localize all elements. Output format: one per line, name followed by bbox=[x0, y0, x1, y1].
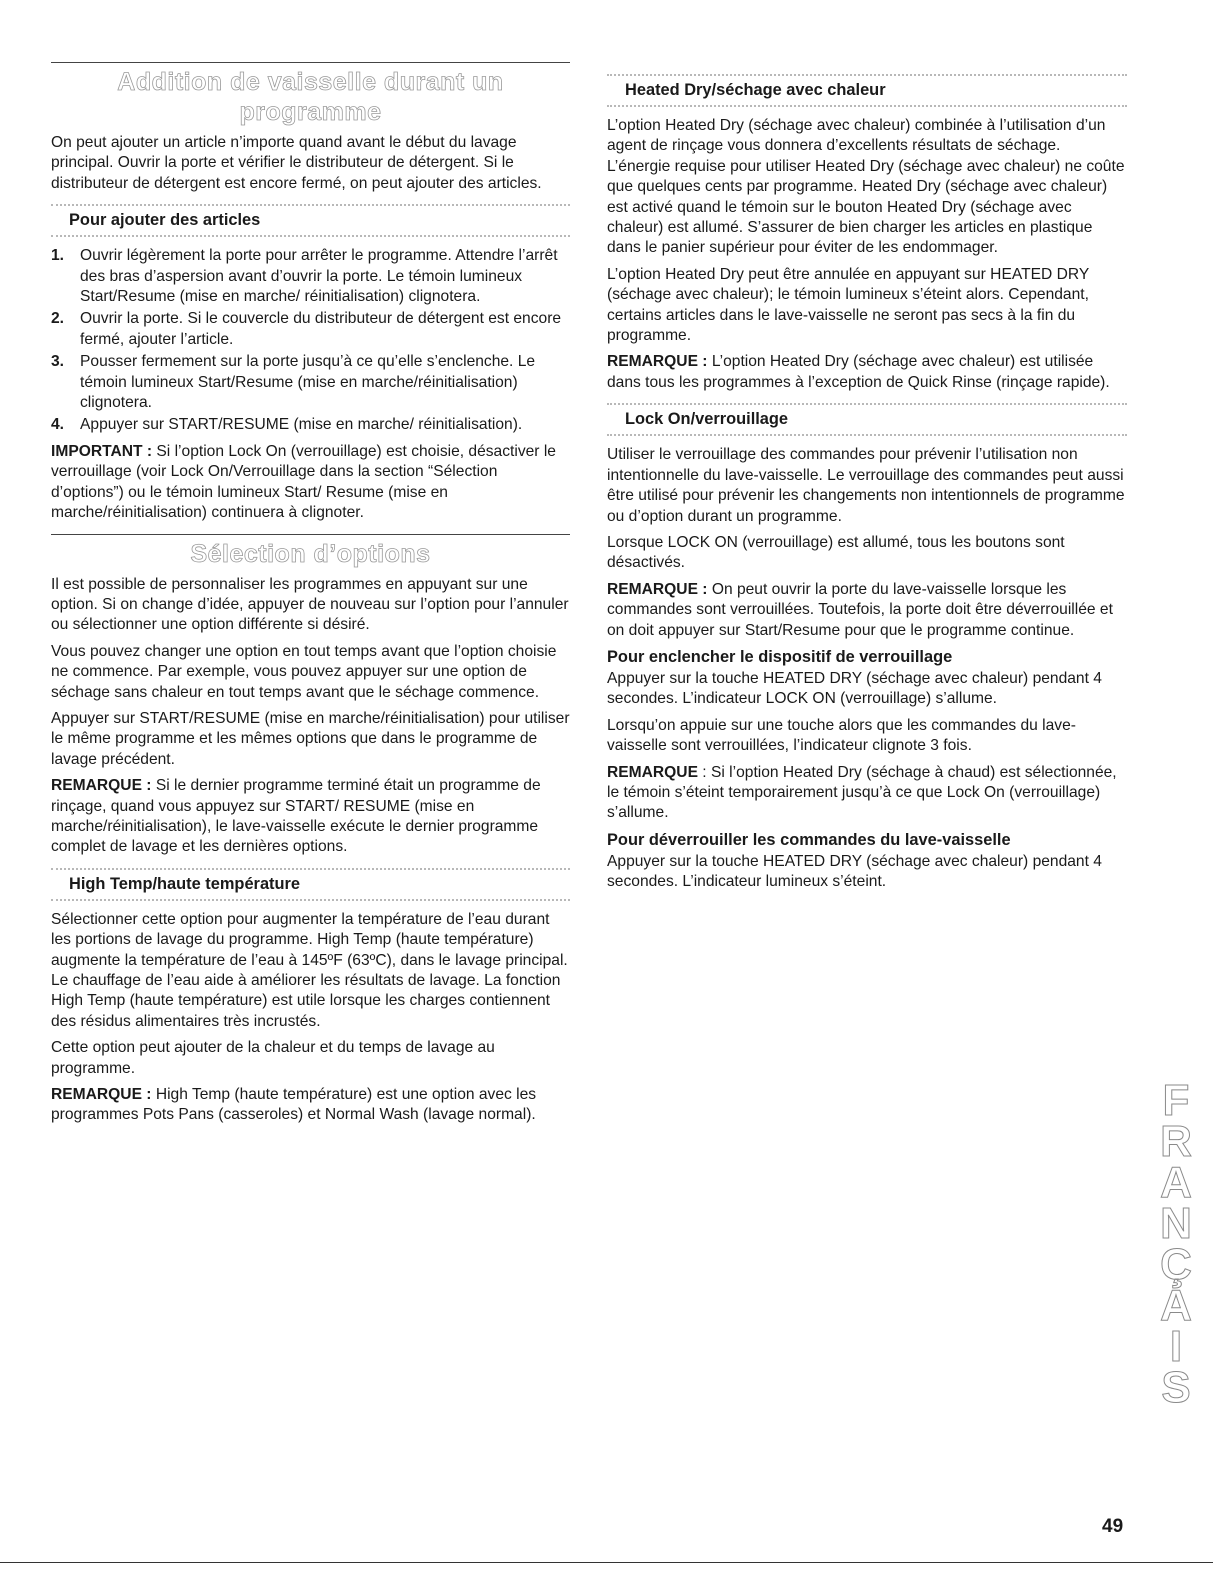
list-item: 3. Pousser fermement sur la porte jusqu’à ce qu’elle s’enclenche. Le témoin lumineux Start/Resume (mise en marche/réinitialisation) clignotera. bbox=[51, 353, 536, 412]
selection-p2: Vous pouvez changer une option en tout temps avant que l’option choisie ne commence. Par exemple, vous pouvez appuyer sur une option de séchage sans chaleur en tout temps avant que le séchage commence. bbox=[51, 642, 557, 701]
unlock-heading: Pour déverrouiller les commandes du lave-vaisselle bbox=[607, 830, 1011, 849]
list-item: 4. Appuyer sur START/RESUME (mise en marche/ réinitialisation). bbox=[51, 416, 523, 434]
important-note: IMPORTANT : Si l’option Lock On (verrouillage) est choisie, désactiver le verrouillage (voir Lock On/Verrouillage dans la section “Sélection d’options”) ou le témoin lumineux Start/ Resume (mise en marche/réinitialisation) continuera à clignoter. bbox=[51, 442, 556, 522]
right-column bbox=[607, 62, 1127, 899]
engage-p2: Lorsqu’on appuie sur une touche alors que les commandes du lave-vaisselle sont verrouillées, l’indicateur clignote 3 fois. bbox=[607, 716, 1076, 755]
lock-note2: REMARQUE : Si l’option Heated Dry (séchage à chaud) est sélectionnée, le témoin s’éteint temporairement jusqu’à ce que Lock On (verrouillage) s’allume. bbox=[607, 763, 1117, 822]
selection-note: REMARQUE : Si le dernier programme terminé était un programme de rinçage, quand vous appuyez sur START/ RESUME (mise en marche/réinitialisation), le lave-vaisselle exécute le dernier programme complet de lavage et les dernières options. bbox=[51, 777, 541, 856]
list-item: 2. Ouvrir la porte. Si le couvercle du distributeur de détergent est encore fermé, ajouter l’article. bbox=[51, 310, 562, 348]
hightemp-p2: Cette option peut ajouter de la chaleur et du temps de lavage au programme. bbox=[51, 1039, 495, 1077]
heated-note: REMARQUE : L’option Heated Dry (séchage avec chaleur) est utilisée dans tous les programmes à l’exception de Quick Rinse (rinçage rapide). bbox=[607, 353, 1110, 391]
section-rule bbox=[51, 62, 570, 63]
hightemp-note: REMARQUE : High Temp (haute température) est une option avec les programmes Pots Pans (casseroles) et Normal Wash (lavage normal). bbox=[51, 1086, 537, 1124]
heated-p1: L’option Heated Dry (séchage avec chaleur) combinée à l’utilisation d’un agent de rinçage vous donnera d’excellents résultats de séchage. L’énergie requise pour utiliser Heated Dry (séchage avec chaleur) ne coûte que quelques cents par programme. Heated Dry (séchage avec chaleur) est activé quand le témoin sur le bouton Heated Dry (séchage avec chaleur) est allumé. S’assurer de bien charger les articles en plastique dans le panier supérieur pour éviter de les endommager. bbox=[607, 117, 1125, 257]
left-column bbox=[51, 62, 570, 1132]
subhead-lock-on: Lock On/verrouillage bbox=[607, 403, 1127, 436]
section-title-selection: Sélection d’options bbox=[190, 539, 431, 568]
heated-p2: L’option Heated Dry peut être annulée en appuyant sur HEATED DRY (séchage avec chaleur); le témoin lumineux s’éteint alors. Cependant, certains articles dans le lave-vaisselle ne seront pas secs à la fin du programme. bbox=[607, 265, 1089, 345]
hightemp-p1: Sélectionner cette option pour augmenter la température de l’eau durant les portions de lavage du programme. High Temp (haute température) augmente la température de l’eau à 145ºF (63ºC), dans le lavage principal. Le chauffage de l’eau aide à améliorer les résultats de lavage. La fonction High Temp (haute température) est utile lorsque les charges contiennent des résidus alimentaires très incrustés. bbox=[51, 910, 568, 1030]
selection-p3: Appuyer sur START/RESUME (mise en marche/réinitialisation) pour utiliser le même programme et les mêmes options que dans le programme de lavage précédent. bbox=[51, 709, 570, 768]
engage-lock-heading: Pour enclencher le dispositif de verrouillage bbox=[607, 647, 953, 666]
footer-rule bbox=[0, 1562, 1213, 1563]
lock-p2: Lorsque LOCK ON (verrouillage) est allumé, tous les boutons sont désactivés. bbox=[607, 533, 1065, 572]
engage-p1: Appuyer sur la touche HEATED DRY (séchage avec chaleur) pendant 4 secondes. L’indicateur LOCK ON (verrouillage) s’allume. bbox=[607, 669, 1102, 708]
lock-p1: Utiliser le verrouillage des commandes pour prévenir l’utilisation non intentionnelle du lave-vaisselle. Le verrouillage des commandes peut aussi être utilisé pour prévenir les changements non intentionnels de programme ou d’option durant un programme. bbox=[607, 446, 1125, 525]
addition-intro: On peut ajouter un article n’importe quand avant le début du lavage principal. Ouvrir la porte et vérifier le distributeur de détergent. Si le distributeur de détergent est encore fermé, on peut ajouter des articles. bbox=[51, 134, 542, 192]
unlock-p1: Appuyer sur la touche HEATED DRY (séchage avec chaleur) pendant 4 secondes. L’indicateur lumineux s’éteint. bbox=[607, 852, 1102, 891]
list-item: 1. Ouvrir légèrement la porte pour arrêter le programme. Attendre l’arrêt des bras d’aspersion avant d’ouvrir la porte. Le témoin lumineux Start/Resume (mise en marche/ réinitialisation) clignotera. bbox=[51, 247, 558, 306]
subhead-heated-dry: Heated Dry/séchage avec chaleur bbox=[607, 74, 1127, 107]
selection-p1: Il est possible de personnaliser les programmes en appuyant sur une option. Si on change d’idée, appuyer de nouveau sur l’option pour l’annuler ou sélectionner une option différente si désiré. bbox=[51, 575, 569, 634]
section-rule bbox=[51, 534, 570, 535]
subhead-add-articles: Pour ajouter des articles bbox=[51, 204, 570, 237]
page-number: 49 bbox=[1102, 1516, 1124, 1537]
section-title-addition: Addition de vaisselle durant un programme bbox=[117, 68, 504, 126]
lock-note1: REMARQUE : On peut ouvrir la porte du lave-vaisselle lorsque les commandes sont verrouillées. Toutefois, la porte doit être déverrouillée et on doit appuyer sur Start/Resume pour que le programme continue. bbox=[607, 580, 1113, 639]
language-side-tab: F R A N Ç A I S bbox=[1160, 1076, 1192, 1412]
subhead-high-temp: High Temp/haute température bbox=[51, 868, 570, 901]
steps-list bbox=[51, 246, 570, 436]
